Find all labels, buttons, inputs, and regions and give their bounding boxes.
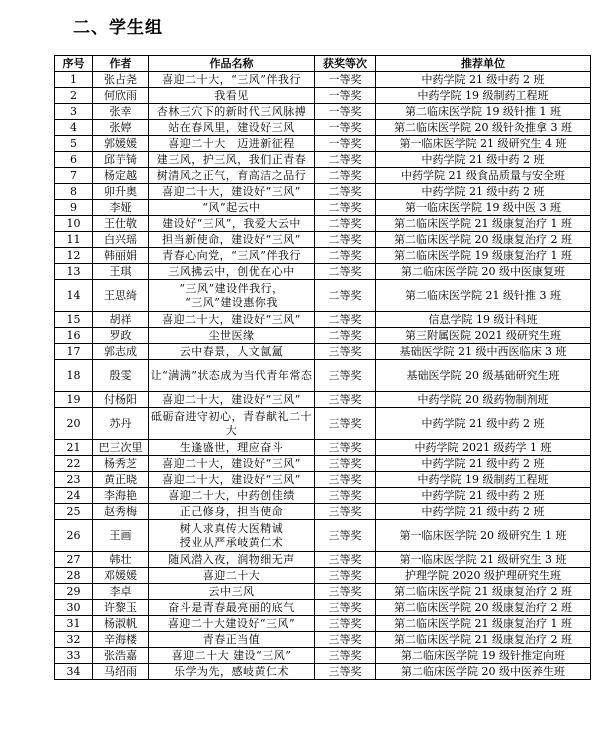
table-row	[55, 328, 591, 344]
row-title: 青春正当值	[149, 632, 315, 648]
row-unit: 第二临床医学院 20 级康复治疗 2 班	[376, 600, 591, 616]
row-award-level: 三等奖	[315, 520, 376, 552]
row-unit: 第二临床医学院 20 级针灸推拿 3 班	[376, 120, 591, 136]
row-author: 辛海楼	[93, 632, 149, 648]
row-number: 28	[55, 568, 93, 584]
row-author: 邓媛媛	[93, 568, 149, 584]
row-title: 喜迎二十大，建设好“三风”	[149, 456, 315, 472]
table-row	[55, 88, 591, 104]
header-title: 作品名称	[149, 56, 315, 72]
table-row	[55, 600, 591, 616]
table-row	[55, 632, 591, 648]
table-row	[55, 616, 591, 632]
row-unit: 中药学院 19 级制药工程班	[376, 88, 591, 104]
row-number: 7	[55, 168, 93, 184]
row-award-level: 二等奖	[315, 184, 376, 200]
row-number: 6	[55, 152, 93, 168]
row-number: 10	[55, 216, 93, 232]
row-award-level: 二等奖	[315, 312, 376, 328]
row-award-level: 二等奖	[315, 248, 376, 264]
table-row	[55, 200, 591, 216]
row-title: 树人求真传大医精诚 授业从严承岐黄仁术	[149, 520, 315, 552]
row-award-level: 三等奖	[315, 440, 376, 456]
row-author: 殷雯	[93, 360, 149, 392]
row-title: 担当新使命，建设好“三风”	[149, 232, 315, 248]
row-title: 青春心向党，“三风”伴我行	[149, 248, 315, 264]
row-award-level: 二等奖	[315, 168, 376, 184]
table-row	[55, 392, 591, 408]
row-unit: 第二临床医学院 20 级中医养生班	[376, 664, 591, 680]
row-title: 乐学为先，感岐黄仁术	[149, 664, 315, 680]
table-row	[55, 440, 591, 456]
table-row	[55, 472, 591, 488]
row-number: 5	[55, 136, 93, 152]
row-author: 李娅	[93, 200, 149, 216]
row-author: 张婷	[93, 120, 149, 136]
row-number: 17	[55, 344, 93, 360]
row-number: 18	[55, 360, 93, 392]
row-number: 20	[55, 408, 93, 440]
row-author: 巴三次里	[93, 440, 149, 456]
row-author: 何欣雨	[93, 88, 149, 104]
row-number: 11	[55, 232, 93, 248]
row-title: 站在春风里，建设好三风	[149, 120, 315, 136]
row-title: 喜迎二十大，建设好“三风”	[149, 184, 315, 200]
row-author: 王仕敬	[93, 216, 149, 232]
row-author: 张幸	[93, 104, 149, 120]
header-no: 序号	[55, 56, 93, 72]
row-unit: 第三附属医院 2021 级研究生班	[376, 328, 591, 344]
row-unit: 第二临床医学院 19 级针推 1 班	[376, 104, 591, 120]
table-row	[55, 120, 591, 136]
table-row	[55, 520, 591, 552]
row-unit: 中药学院 21 级中药 2 班	[376, 152, 591, 168]
row-unit: 第二临床医学院 19 级针推定向班	[376, 648, 591, 664]
table-row	[55, 568, 591, 584]
row-unit: 第一临床医学院 19 级中医 3 班	[376, 200, 591, 216]
row-unit: 第二临床医学院 19 级康复治疗 1 班	[376, 248, 591, 264]
row-award-level: 二等奖	[315, 216, 376, 232]
row-number: 15	[55, 312, 93, 328]
row-unit: 第二临床医学院 21 级康复治疗 1 班	[376, 216, 591, 232]
row-award-level: 二等奖	[315, 232, 376, 248]
table-row	[55, 184, 591, 200]
header-level: 获奖等次	[315, 56, 376, 72]
row-title: 让“满满”状态成为当代青年常态	[149, 360, 315, 392]
row-title: 喜迎二十大，建设好“三风”	[149, 312, 315, 328]
row-unit: 第一临床医学院 21 级研究生 3 班	[376, 552, 591, 568]
row-number: 14	[55, 280, 93, 312]
row-award-level: 二等奖	[315, 264, 376, 280]
row-award-level: 三等奖	[315, 552, 376, 568]
row-number: 26	[55, 520, 93, 552]
row-unit: 中药学院 19 级制药工程班	[376, 472, 591, 488]
header-author: 作者	[93, 56, 149, 72]
header-unit: 推荐单位	[376, 56, 591, 72]
row-unit: 中药学院 2021 级药学 1 班	[376, 440, 591, 456]
row-unit: 基础医学院 21 级中西医临床 3 班	[376, 344, 591, 360]
row-number: 21	[55, 440, 93, 456]
row-title: 喜迎二十大建设好“三风”	[149, 616, 315, 632]
row-author: 杨淑帆	[93, 616, 149, 632]
row-title: 三风拂云中，创优在心中	[149, 264, 315, 280]
row-award-level: 三等奖	[315, 472, 376, 488]
row-unit: 第一临床医学院 20 级研究生 1 班	[376, 520, 591, 552]
row-number: 32	[55, 632, 93, 648]
row-title: 奋斗是青春最亮丽的底气	[149, 600, 315, 616]
awards-table	[54, 55, 591, 680]
row-title: 云中三风	[149, 584, 315, 600]
row-award-level: 三等奖	[315, 360, 376, 392]
row-award-level: 三等奖	[315, 584, 376, 600]
row-award-level: 一等奖	[315, 120, 376, 136]
row-title: “三风”建设伴我行， “三风”建设惠你我	[149, 280, 315, 312]
table-row	[55, 488, 591, 504]
row-number: 1	[55, 72, 93, 88]
table-row	[55, 360, 591, 392]
table-row	[55, 584, 591, 600]
row-title: 随风潜入夜，润物细无声	[149, 552, 315, 568]
table-row	[55, 248, 591, 264]
row-number: 12	[55, 248, 93, 264]
row-title: 生逢盛世，理应奋斗	[149, 440, 315, 456]
row-unit: 中药学院 21 级中药 2 班	[376, 408, 591, 440]
row-unit: 第二临床医学院 21 级康复治疗 2 班	[376, 584, 591, 600]
row-number: 34	[55, 664, 93, 680]
row-award-level: 一等奖	[315, 72, 376, 88]
row-author: 白兴瑶	[93, 232, 149, 248]
row-unit: 基础医学院 20 级基础研究生班	[376, 360, 591, 392]
row-unit: 中药学院 21 级中药 2 班	[376, 488, 591, 504]
table-row	[55, 72, 591, 88]
row-award-level: 三等奖	[315, 632, 376, 648]
row-unit: 第二临床医学院 20 级康复治疗 2 班	[376, 232, 591, 248]
row-award-level: 三等奖	[315, 648, 376, 664]
table-body	[55, 72, 591, 680]
row-unit: 第一临床医学院 21 级研究生 4 班	[376, 136, 591, 152]
row-number: 25	[55, 504, 93, 520]
row-award-level: 三等奖	[315, 600, 376, 616]
row-title: 砥砺奋进守初心，青春献礼二十大	[149, 408, 315, 440]
row-title: 喜迎二十大，建设好“三风”	[149, 472, 315, 488]
row-award-level: 三等奖	[315, 456, 376, 472]
table-row	[55, 216, 591, 232]
row-number: 13	[55, 264, 93, 280]
row-author: 王琪	[93, 264, 149, 280]
row-author: 王思绮	[93, 280, 149, 312]
row-number: 24	[55, 488, 93, 504]
row-author: 许黎玉	[93, 600, 149, 616]
row-unit: 中药学院 21 级中药 2 班	[376, 456, 591, 472]
row-award-level: 三等奖	[315, 504, 376, 520]
row-award-level: 二等奖	[315, 152, 376, 168]
row-number: 30	[55, 600, 93, 616]
row-author: 马绍雨	[93, 664, 149, 680]
table-row	[55, 344, 591, 360]
table-row	[55, 136, 591, 152]
row-number: 16	[55, 328, 93, 344]
row-number: 22	[55, 456, 93, 472]
row-title: 树清风之正气，育高洁之品行	[149, 168, 315, 184]
row-author: 张浩嘉	[93, 648, 149, 664]
row-author: 王画	[93, 520, 149, 552]
row-author: 张占尧	[93, 72, 149, 88]
table-row	[55, 264, 591, 280]
row-title: 杏林三穴下的新时代三风脉搏	[149, 104, 315, 120]
row-author: 韩丽娟	[93, 248, 149, 264]
row-unit: 中药学院 21 级食品质量与安全班	[376, 168, 591, 184]
row-title: 喜迎二十大，“三风”伴我行	[149, 72, 315, 88]
row-unit: 中药学院 20 级药物制剂班	[376, 392, 591, 408]
row-number: 9	[55, 200, 93, 216]
row-number: 4	[55, 120, 93, 136]
table-row	[55, 232, 591, 248]
row-award-level: 三等奖	[315, 488, 376, 504]
row-title: 尘世医缘	[149, 328, 315, 344]
row-title: 云中春景，人文氤氲	[149, 344, 315, 360]
row-unit: 第二临床医学院 21 级康复治疗 2 班	[376, 632, 591, 648]
row-author: 杨秀芝	[93, 456, 149, 472]
row-title: 喜迎二十大，中药创佳绩	[149, 488, 315, 504]
row-title: “风”起云中	[149, 200, 315, 216]
table-row	[55, 456, 591, 472]
row-number: 31	[55, 616, 93, 632]
row-title: 正己修身，担当使命	[149, 504, 315, 520]
table-header-row	[55, 56, 591, 72]
row-award-level: 三等奖	[315, 568, 376, 584]
row-title: 喜迎二十大，建设好“三风”	[149, 392, 315, 408]
row-award-level: 三等奖	[315, 664, 376, 680]
row-author: 李海艳	[93, 488, 149, 504]
table-row	[55, 504, 591, 520]
row-award-level: 三等奖	[315, 616, 376, 632]
row-award-level: 三等奖	[315, 344, 376, 360]
table-row	[55, 152, 591, 168]
row-author: 郭媛媛	[93, 136, 149, 152]
row-author: 杨定越	[93, 168, 149, 184]
row-number: 8	[55, 184, 93, 200]
row-author: 邱芋锜	[93, 152, 149, 168]
section-heading: 二、学生组	[73, 18, 163, 38]
row-number: 23	[55, 472, 93, 488]
row-number: 2	[55, 88, 93, 104]
table-row	[55, 280, 591, 312]
row-title: 喜迎二十大 迈进新征程	[149, 136, 315, 152]
row-unit: 信息学院 19 级计科班	[376, 312, 591, 328]
row-number: 29	[55, 584, 93, 600]
row-title: 喜迎二十大	[149, 568, 315, 584]
row-author: 付杨阳	[93, 392, 149, 408]
row-unit: 第二临床医学院 21 级针推 3 班	[376, 280, 591, 312]
row-award-level: 二等奖	[315, 280, 376, 312]
row-number: 3	[55, 104, 93, 120]
row-award-level: 三等奖	[315, 392, 376, 408]
row-title: 我看见	[149, 88, 315, 104]
row-number: 19	[55, 392, 93, 408]
row-unit: 第二临床医学院 20 级中医康复班	[376, 264, 591, 280]
table-row	[55, 552, 591, 568]
row-award-level: 一等奖	[315, 136, 376, 152]
row-unit: 第二临床医学院 21 级康复治疗 1 班	[376, 616, 591, 632]
row-number: 33	[55, 648, 93, 664]
row-award-level: 一等奖	[315, 88, 376, 104]
row-author: 苏丹	[93, 408, 149, 440]
row-author: 李卓	[93, 584, 149, 600]
row-author: 胡祥	[93, 312, 149, 328]
row-author: 郭志成	[93, 344, 149, 360]
table-row	[55, 312, 591, 328]
table-row	[55, 168, 591, 184]
row-author: 韩壮	[93, 552, 149, 568]
row-title: 建三风，护三风，我们正青春	[149, 152, 315, 168]
row-award-level: 二等奖	[315, 200, 376, 216]
row-unit: 中药学院 21 级中药 2 班	[376, 184, 591, 200]
row-number: 27	[55, 552, 93, 568]
row-title: 建设好“三风”，我爱大云中	[149, 216, 315, 232]
row-author: 黄正晓	[93, 472, 149, 488]
row-award-level: 一等奖	[315, 104, 376, 120]
row-unit: 中药学院 21 级中药 2 班	[376, 72, 591, 88]
table-row	[55, 664, 591, 680]
row-title: 喜迎二十大 建设“三风”	[149, 648, 315, 664]
table-row	[55, 104, 591, 120]
row-award-level: 三等奖	[315, 408, 376, 440]
table-row	[55, 648, 591, 664]
row-author: 卯升奥	[93, 184, 149, 200]
row-unit: 中药学院 21 级中药 2 班	[376, 504, 591, 520]
row-award-level: 二等奖	[315, 328, 376, 344]
table-row	[55, 408, 591, 440]
row-unit: 护理学院 2020 级护理研究生班	[376, 568, 591, 584]
row-author: 罗政	[93, 328, 149, 344]
row-author: 赵秀梅	[93, 504, 149, 520]
